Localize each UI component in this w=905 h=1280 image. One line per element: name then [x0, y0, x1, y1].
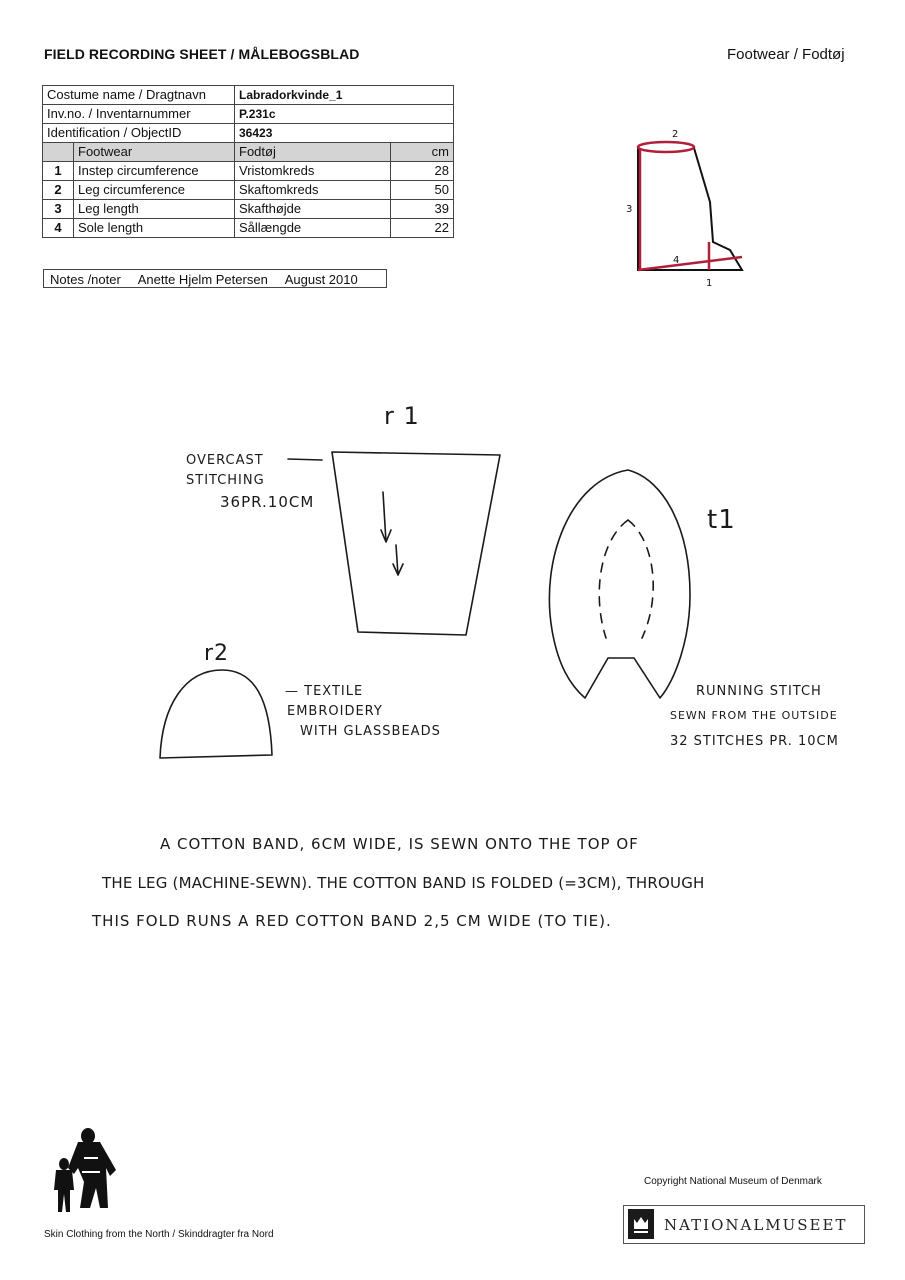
- paragraph-line-1: A COTTON BAND, 6CM WIDE, IS SEWN ONTO THE TOP OF: [160, 835, 639, 853]
- label-4: 4: [673, 255, 680, 266]
- label-1: 1: [706, 278, 713, 289]
- r2-note-3: WITH GLASSBEADS: [300, 724, 441, 739]
- costume-value: Labradorkvinde_1: [235, 86, 454, 105]
- paragraph-line-3: THIS FOLD RUNS A RED COTTON BAND 2,5 CM WIDE (TO TIE).: [92, 912, 612, 930]
- series-text: Skin Clothing from the North / Skinddragter fra Nord: [44, 1229, 274, 1240]
- r1-note-2: STITCHING: [186, 473, 265, 488]
- row-english: Sole length: [74, 219, 235, 238]
- row-value: 22: [391, 219, 454, 238]
- label-3: 3: [626, 204, 633, 215]
- measure-lines: [638, 142, 742, 270]
- notes-date: August 2010: [284, 272, 358, 287]
- notes-label: Notes /noter: [50, 272, 121, 287]
- table-row: [43, 219, 454, 238]
- copyright-text: Copyright National Museum of Denmark: [644, 1176, 822, 1187]
- t1-stitch-line: [599, 520, 653, 638]
- row-value: 39: [391, 200, 454, 219]
- col-cm: cm: [391, 143, 454, 162]
- r1-note-1: OVERCAST: [186, 453, 264, 468]
- r1-note-3: 36PR.10CM: [220, 493, 315, 511]
- label-2: 2: [672, 129, 679, 140]
- figure-logo: [50, 1128, 122, 1220]
- r1-label: r 1: [384, 402, 420, 430]
- piece-r2: [160, 670, 272, 758]
- row-number: 4: [43, 219, 74, 238]
- inv-label: Inv.no. / Inventarnummer: [43, 105, 235, 124]
- r1-leader-line: [288, 459, 322, 460]
- r2-label: r2: [204, 641, 230, 666]
- row-danish: Skaftomkreds: [235, 181, 391, 200]
- museum-name: NATIONALMUSEET: [664, 1216, 848, 1234]
- table-row: [43, 200, 454, 219]
- boot-diagram: [610, 120, 770, 295]
- inv-row: [43, 105, 454, 124]
- row-danish: Vristomkreds: [235, 162, 391, 181]
- pattern-sketch: [0, 380, 905, 800]
- row-english: Instep circumference: [74, 162, 235, 181]
- sole-length-line: [638, 257, 742, 270]
- piece-r1: [332, 452, 500, 635]
- row-danish: Skafthøjde: [235, 200, 391, 219]
- paragraph-line-2: THE LEG (MACHINE-SEWN). THE COTTON BAND IS FOLDED (=3CM), THROUGH: [102, 874, 705, 892]
- measurements-header: [43, 143, 454, 162]
- row-english: Leg length: [74, 200, 235, 219]
- sheet-category: Footwear / Fodtøj: [727, 46, 845, 63]
- grain-arrow-1: [381, 492, 391, 542]
- museum-logo-box: [623, 1205, 865, 1244]
- r2-note-1: — TEXTILE: [285, 684, 364, 699]
- leg-circumference-line: [638, 142, 694, 152]
- sheet-title: FIELD RECORDING SHEET / MÅLEBOGSBLAD: [44, 46, 360, 62]
- piece-t1: [549, 470, 690, 698]
- id-value: 36423: [235, 124, 454, 143]
- t1-note-1: RUNNING STITCH: [696, 684, 822, 699]
- notes-author: Anette Hjelm Petersen: [137, 272, 268, 287]
- row-number: 2: [43, 181, 74, 200]
- id-row: [43, 124, 454, 143]
- info-table: [42, 85, 454, 238]
- grain-arrow-2: [393, 545, 403, 575]
- inv-value: P.231c: [235, 105, 454, 124]
- t1-note-2: SEWN FROM THE OUTSIDE: [670, 709, 838, 722]
- row-value: 50: [391, 181, 454, 200]
- row-value: 28: [391, 162, 454, 181]
- col-fodtoj: Fodtøj: [235, 143, 391, 162]
- id-label: Identification / ObjectID: [43, 124, 235, 143]
- row-english: Leg circumference: [74, 181, 235, 200]
- costume-label: Costume name / Dragtnavn: [43, 86, 235, 105]
- col-footwear: Footwear: [74, 143, 235, 162]
- notes-box: [43, 269, 387, 288]
- t1-label: t1: [707, 505, 736, 535]
- costume-row: [43, 86, 454, 105]
- row-danish: Sållængde: [235, 219, 391, 238]
- crown-icon: [628, 1209, 654, 1239]
- t1-note-3: 32 STITCHES PR. 10CM: [670, 734, 839, 749]
- row-number: 3: [43, 200, 74, 219]
- table-row: [43, 162, 454, 181]
- table-row: [43, 181, 454, 200]
- boot-outline: [638, 148, 742, 270]
- r2-note-2: EMBROIDERY: [287, 704, 383, 719]
- row-number: 1: [43, 162, 74, 181]
